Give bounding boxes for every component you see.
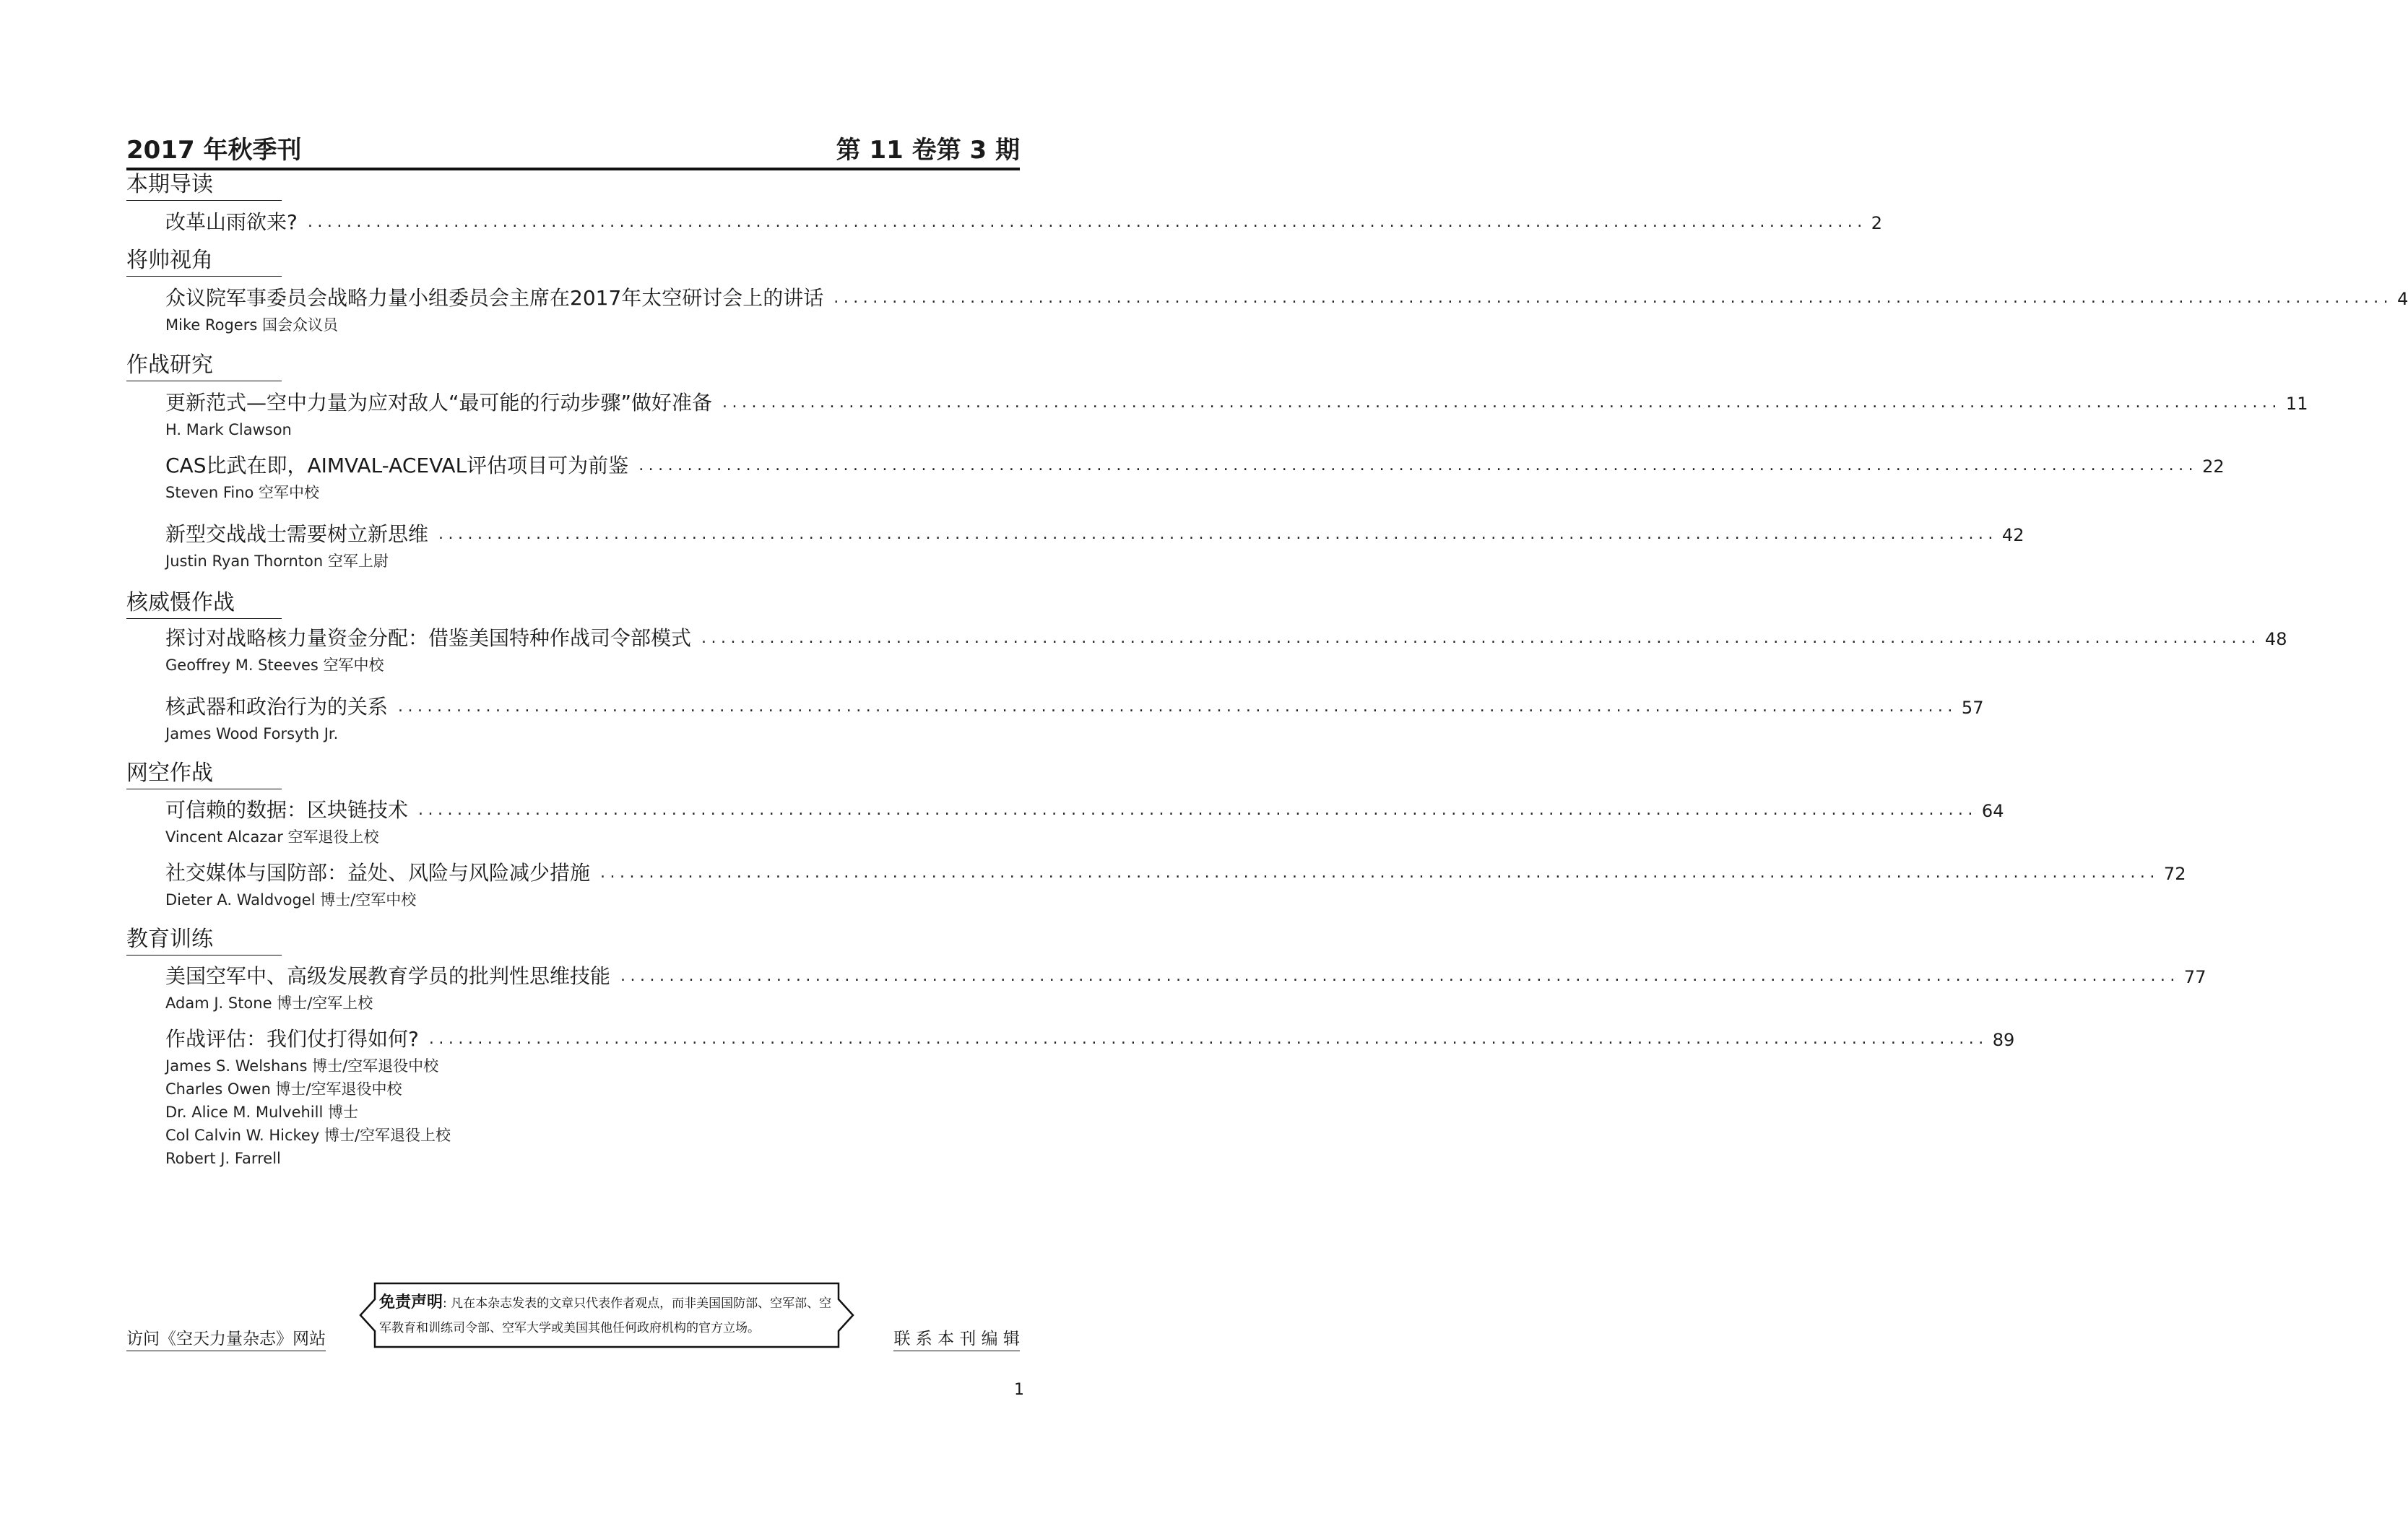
toc-entry-author: Mike Rogers 国会众议员 xyxy=(165,316,338,334)
issue-season: 2017 年秋季刊 xyxy=(126,136,302,165)
toc-entry[interactable] xyxy=(165,451,2225,503)
toc-entry-title[interactable]: 核武器和政治行为的关系 xyxy=(165,695,389,719)
toc-entry-author: Steven Fino 空军中校 xyxy=(165,484,320,501)
toc-section-heading: 网空作战 xyxy=(126,760,282,789)
toc-section-heading: 将帅视角 xyxy=(126,247,282,277)
toc-entry-page: 77 xyxy=(2183,967,2206,987)
toc-entry-page: 64 xyxy=(1981,801,2004,821)
toc-entry[interactable] xyxy=(165,858,2186,910)
toc-entry-page: 72 xyxy=(2163,864,2186,884)
leader-dots: ................................................................................................................................................................ xyxy=(620,967,2180,985)
toc-entry-title[interactable]: 新型交战战士需要树立新思维 xyxy=(165,522,429,546)
toc-section-heading: 作战研究 xyxy=(126,352,282,381)
toc-entry-title[interactable]: CAS比武在即，AIMVAL-ACEVAL评估项目可为前鉴 xyxy=(165,454,629,477)
toc-entry-author: Charles Owen 博士/空军退役中校 xyxy=(165,1080,402,1098)
toc-entry[interactable] xyxy=(165,388,2308,440)
contact-editor-link[interactable]: 联 系 本 刊 编 辑 xyxy=(893,1327,1020,1351)
toc-entry-author: Robert J. Farrell xyxy=(165,1150,281,1167)
disclaimer-box xyxy=(358,1282,856,1348)
toc-entry-author: Adam J. Stone 博士/空军上校 xyxy=(165,994,373,1012)
website-link[interactable]: 访问《空天力量杂志》网站 xyxy=(126,1327,326,1351)
toc-entry-author: H. Mark Clawson xyxy=(165,421,292,438)
toc-entry[interactable] xyxy=(165,961,2206,1013)
toc-entry-author: Justin Ryan Thornton 空军上尉 xyxy=(165,552,389,570)
toc-entry-page: 11 xyxy=(2285,394,2308,414)
toc-entry-page: 57 xyxy=(1961,698,1984,718)
toc-entry-title[interactable]: 众议院军事委员会战略力量小组委员会主席在2017年太空研讨会上的讲话 xyxy=(165,286,824,310)
issue-volume: 第 11 卷第 3 期 xyxy=(836,136,1020,165)
leader-dots: ................................................................................................................................................................ xyxy=(307,213,1867,231)
toc-entry-title[interactable]: 美国空军中、高级发展教育学员的批判性思维技能 xyxy=(165,964,611,988)
toc-entry[interactable] xyxy=(165,692,1984,744)
toc-entry-page: 89 xyxy=(1992,1030,2015,1050)
toc-entry-page: 2 xyxy=(1871,213,1883,233)
toc-entry[interactable] xyxy=(165,519,2024,571)
leader-dots: ................................................................................................................................................................ xyxy=(418,801,1978,819)
toc-entry-author: Vincent Alcazar 空军退役上校 xyxy=(165,828,379,846)
toc-entry-title[interactable]: 可信赖的数据：区块链技术 xyxy=(165,798,409,822)
toc-entry[interactable] xyxy=(165,207,1883,236)
toc-entry[interactable] xyxy=(165,795,2004,847)
page-number: 1 xyxy=(1014,1381,1024,1399)
toc-section-heading: 本期导读 xyxy=(126,171,282,201)
leader-dots: ................................................................................................................................................................ xyxy=(701,629,2261,647)
toc-entry-page: 22 xyxy=(2202,456,2225,477)
toc-entry-page: 4 xyxy=(2397,289,2408,309)
leader-dots: ................................................................................................................................................................ xyxy=(438,525,1998,543)
toc-entry-author: James S. Welshans 博士/空军退役中校 xyxy=(165,1057,439,1075)
toc-entry[interactable] xyxy=(165,283,2408,335)
toc-entry-page: 48 xyxy=(2264,629,2287,649)
disclaimer-body: : 凡在本杂志发表的文章只代表作者观点，而非美国国防部、空军部、空军教育和训练司令部、空军大学或美国其他任何政府机构的官方立场。 xyxy=(379,1296,832,1335)
toc-entry-title[interactable]: 改革山雨欲来? xyxy=(165,210,298,234)
leader-dots: ................................................................................................................................................................ xyxy=(398,698,1957,716)
leader-dots: ................................................................................................................................................................ xyxy=(600,864,2160,882)
toc-entry-author: Col Calvin W. Hickey 博士/空军退役上校 xyxy=(165,1127,451,1144)
toc-entry-author: Dieter A. Waldvogel 博士/空军中校 xyxy=(165,891,417,909)
toc-entry-page: 42 xyxy=(2001,525,2024,545)
leader-dots: ................................................................................................................................................................ xyxy=(638,456,2199,474)
toc-section-heading: 教育训练 xyxy=(126,926,282,956)
toc-entry-title[interactable]: 作战评估：我们仗打得如何? xyxy=(165,1027,419,1051)
disclaimer-label: 免责声明 xyxy=(379,1294,443,1312)
toc-entry-author: James Wood Forsyth Jr. xyxy=(165,725,339,742)
disclaimer-text xyxy=(379,1291,841,1340)
leader-dots: ................................................................................................................................................................ xyxy=(833,289,2394,307)
toc-entry-title[interactable]: 探讨对战略核力量资金分配：借鉴美国特种作战司令部模式 xyxy=(165,626,692,650)
toc-entry-author: Geoffrey M. Steeves 空军中校 xyxy=(165,656,384,674)
toc-entry[interactable] xyxy=(165,623,2287,675)
toc-entry-title[interactable]: 社交媒体与国防部：益处、风险与风险减少措施 xyxy=(165,861,591,885)
page-header xyxy=(126,130,1020,170)
toc-entry[interactable] xyxy=(165,1024,2015,1169)
toc-entry-title[interactable]: 更新范式—空中力量为应对敌人“最可能的行动步骤”做好准备 xyxy=(165,391,713,415)
leader-dots: ................................................................................................................................................................ xyxy=(722,394,2282,412)
leader-dots: ................................................................................................................................................................ xyxy=(428,1030,1988,1048)
toc-entry-author: Dr. Alice M. Mulvehill 博士 xyxy=(165,1104,358,1121)
toc-section-heading: 核威慑作战 xyxy=(126,589,282,619)
